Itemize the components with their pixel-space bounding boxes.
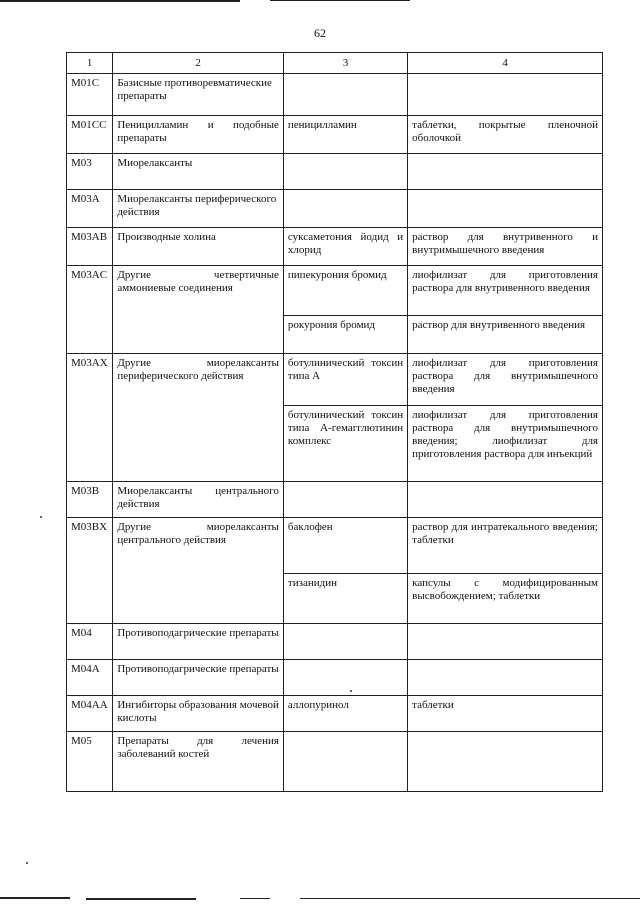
atc-code: M04A <box>67 660 113 696</box>
group-name: Другие четвертичные аммониевые соединения <box>113 266 284 354</box>
scan-artifact-bottom-line <box>0 897 70 899</box>
drug-name: пипекурония бромид <box>283 266 407 316</box>
atc-code: M01CC <box>67 116 113 154</box>
dosage-form: таблетки <box>408 696 603 732</box>
group-name: Пеницилламин и подобные препараты <box>113 116 284 154</box>
dosage-form: лиофилизат для приготовления раствора для внутримышечного введения <box>408 354 603 406</box>
drug-name <box>283 74 407 116</box>
column-header-drug: 3 <box>283 53 407 74</box>
group-name: Препараты для лечения заболеваний костей <box>113 732 284 792</box>
drug-name <box>283 190 407 228</box>
atc-code: M05 <box>67 732 113 792</box>
group-name: Базисные противоревматические препараты <box>113 74 284 116</box>
dosage-form <box>408 624 603 660</box>
table-row <box>67 518 603 574</box>
scan-artifact-bottom-line <box>240 898 270 899</box>
atc-code: M04AA <box>67 696 113 732</box>
table-row <box>67 74 603 116</box>
column-header-form: 4 <box>408 53 603 74</box>
table-row <box>67 354 603 406</box>
table-row <box>67 732 603 792</box>
drug-name: рокурония бромид <box>283 316 407 354</box>
drug-name <box>283 624 407 660</box>
group-name: Другие миорелаксанты центрального действия <box>113 518 284 624</box>
scan-artifact-bottom-line <box>86 898 196 900</box>
drug-name <box>283 660 407 696</box>
scan-artifact-top-line <box>270 0 410 1</box>
drug-classification-table <box>66 52 603 792</box>
dosage-form: лиофилизат для приготовления раствора для внутривенного введения <box>408 266 603 316</box>
dosage-form <box>408 732 603 792</box>
group-name: Ингибиторы образования мочевой кислоты <box>113 696 284 732</box>
scan-artifact-dot <box>40 516 42 518</box>
dosage-form <box>408 660 603 696</box>
drug-name <box>283 154 407 190</box>
atc-code: M03B <box>67 482 113 518</box>
table-row <box>67 190 603 228</box>
dosage-form: раствор для внутривенного введения <box>408 316 603 354</box>
atc-code: M04 <box>67 624 113 660</box>
scan-artifact-dot <box>26 862 28 864</box>
group-name: Противоподагрические препараты <box>113 660 284 696</box>
drug-name: аллопуринол <box>283 696 407 732</box>
atc-code: M03AB <box>67 228 113 266</box>
atc-code: M03BX <box>67 518 113 624</box>
drug-name: суксаметония йодид и хлорид <box>283 228 407 266</box>
group-name: Миорелаксанты периферического действия <box>113 190 284 228</box>
drug-name: ботулинический токсин типа А <box>283 354 407 406</box>
dosage-form: раствор для внутривенного и внутримышечного введения <box>408 228 603 266</box>
dosage-form: раствор для интратекального введения; таблетки <box>408 518 603 574</box>
group-name: Миорелаксанты центрального действия <box>113 482 284 518</box>
atc-code: M03A <box>67 190 113 228</box>
column-header-group: 2 <box>113 53 284 74</box>
atc-code: M03AX <box>67 354 113 482</box>
dosage-form: таблетки, покрытые пленочной оболочкой <box>408 116 603 154</box>
page-number: 62 <box>314 26 326 40</box>
column-header-code: 1 <box>67 53 113 74</box>
drug-name: тизанидин <box>283 574 407 624</box>
table-row <box>67 696 603 732</box>
header-row <box>67 53 603 74</box>
atc-code: M03AC <box>67 266 113 354</box>
dosage-form <box>408 190 603 228</box>
scan-artifact-top-line <box>0 0 240 2</box>
dosage-form <box>408 154 603 190</box>
drug-name: ботулинический токсин типа А-гемагглютинин комплекс <box>283 406 407 482</box>
dosage-form <box>408 74 603 116</box>
atc-code: M03 <box>67 154 113 190</box>
group-name: Другие миорелаксанты периферического действия <box>113 354 284 482</box>
dosage-form: лиофилизат для приготовления раствора для внутримышечного введения; лиофилизат для приготовления раствора для инъекций <box>408 406 603 482</box>
table-row <box>67 154 603 190</box>
dosage-form: капсулы с модифицированным высвобождением; таблетки <box>408 574 603 624</box>
table-row <box>67 228 603 266</box>
table-row <box>67 660 603 696</box>
table-row <box>67 116 603 154</box>
atc-code: M01C <box>67 74 113 116</box>
scan-artifact-dot <box>350 690 352 692</box>
table-row <box>67 482 603 518</box>
group-name: Миорелаксанты <box>113 154 284 190</box>
group-name: Противоподагрические препараты <box>113 624 284 660</box>
table-row <box>67 266 603 316</box>
drug-name <box>283 482 407 518</box>
drug-name <box>283 732 407 792</box>
drug-name: баклофен <box>283 518 407 574</box>
scan-artifact-bottom-line <box>300 898 640 899</box>
table-row <box>67 624 603 660</box>
group-name: Производные холина <box>113 228 284 266</box>
dosage-form <box>408 482 603 518</box>
drug-name: пеницилламин <box>283 116 407 154</box>
